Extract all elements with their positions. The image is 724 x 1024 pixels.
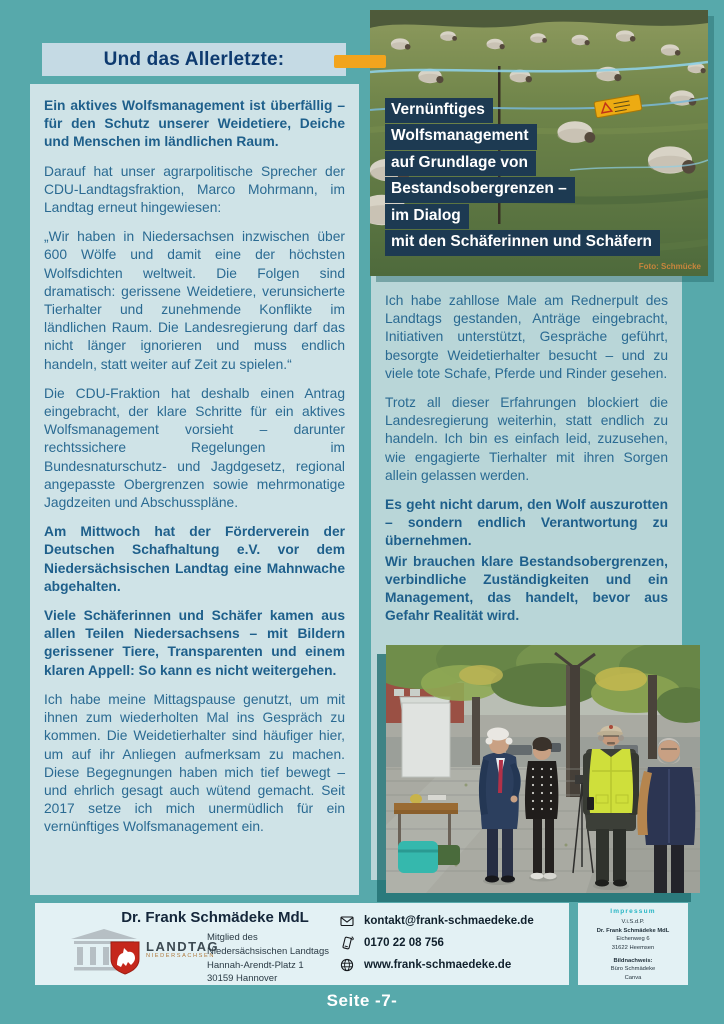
hero-line: mit den Schäferinnen und Schäfern [385, 230, 660, 255]
hero-line: auf Grundlage von [385, 151, 536, 176]
landtag-logo-text: LANDTAG [146, 938, 220, 954]
phone-row [340, 936, 534, 950]
paragraph: Ich habe meine Mittagspause genutzt, um mit ihnen zum wiederholten Mal ins Gespräch zu kommen. Die Weidetierhalter sind häufiger hier, um auf ihr Anliegen aufmerksam zu machen. Diese Begegnungen haben mich tief bewegt – und ehrlich gesagt auch wütend gemacht. Seit 2017 setze ich mich unermüdlich für ein vernünftiges Wolfsmanagement ein. [44, 691, 345, 835]
impressum-line: Büro Schmädeke [610, 966, 656, 973]
footer-contact-list [340, 914, 534, 972]
email-row [340, 914, 534, 928]
sheep-field-photo [370, 10, 708, 276]
paragraph: Wir brauchen klare Bestandsobergrenzen, verbindliche Zuständigkeiten und ein Management, das handelt, bevor aus Gefahr Realität wird. [385, 553, 668, 624]
globe-icon [340, 958, 354, 972]
paragraph: Am Mittwoch hat der Förderverein der Deutschen Schafhaltung e.V. vor dem Niedersächsischen Landtag eine Mahnwache abgehalten. [44, 524, 345, 594]
page-number: Seite -7- [326, 991, 398, 1010]
hero-line: Wolfsmanagement [385, 124, 537, 149]
street-conversation-illustration [386, 645, 700, 893]
impressum-line: V.i.S.d.P. [621, 919, 645, 925]
paragraph: Darauf hat unser agrarpolitische Sprecher der CDU-Landtagsfraktion, Marco Mohrmann, im Landtag erneut hingewiesen: [44, 163, 345, 216]
paragraph: „Wir haben in Niedersachsen inzwischen über 600 Wölfe und damit eine der höchsten Wolfsdichten weltweit. Die Folgen sind dramatisch: gerissene Weidetiere, verunsicherte Tierhalter und zunehmende Konflikte im ländlichen Raum. Die Landesregierung darf das nicht länger ignorieren und muss endlich handeln, statt weiter auf Zeit zu spielen.“ [44, 229, 345, 372]
footer-contact-box [35, 903, 569, 985]
hero-line: im Dialog [385, 204, 469, 229]
impressum-line: Canva [624, 975, 642, 982]
paragraph: Die CDU-Fraktion hat deshalb einen Antrag eingebracht, der klare Schritte für ein aktives Wolfsmanagement vorsieht – darunter rechtssichere Regelungen im Bundesnaturschutz- und Jagdgesetz, regional angepasste Obergrenzen sowie mehrmonatige Jagdzeiten und Abschusspläne. [44, 385, 345, 511]
photo-credit: Foto: Schmücke [638, 262, 701, 271]
impressum-line: 31622 Heemsen [611, 945, 655, 952]
hero-line: Bestandsobergrenzen – [385, 177, 575, 202]
website-link[interactable]: www.frank-schmaedeke.de [364, 959, 512, 971]
website-row [340, 958, 534, 972]
street-conversation-photo [386, 645, 700, 893]
paragraph: Trotz all dieser Erfahrungen blockiert die Landesregierung weiterhin, statt endlich zu handeln. Ich bin es einfach leid, zuzusehen, wie engagierte Tierhalter mit ihren Sorgen allein gelassen werden. [385, 395, 668, 483]
footer-name: Dr. Frank Schmädeke MdL [121, 909, 309, 926]
paragraph: Ein aktives Wolfsmanagement ist überfällig – für den Schutz unserer Weidetiere, Deiche und Menschen im ländlichen Raum. [44, 98, 345, 150]
address-line: Mitglied des [207, 932, 258, 943]
impressum-credits-title: Bildnachweis: [613, 957, 653, 964]
right-text-column [371, 276, 682, 636]
landtag-logo-subtext: NIEDERSACHSEN [146, 953, 215, 960]
address-line: Hannah-Arendt-Platz 1 [207, 959, 304, 971]
paragraph: Viele Schäferinnen und Schäfer kamen aus allen Teilen Niedersachsens – mit Bildern gerissener Tiere, Transparenten und einem klaren Appell: So kann es nicht weitergehen. [44, 608, 345, 678]
impressum-line: Eichenweg 6 [616, 936, 650, 943]
footer-address [207, 931, 329, 986]
orange-accent-bar [334, 55, 386, 68]
landtag-logo [65, 925, 219, 975]
address-line: 30159 Hannover [207, 973, 278, 985]
phone-icon [340, 936, 354, 950]
left-text-column [30, 84, 359, 895]
address-line: Niedersächsischen Landtags [207, 945, 329, 957]
hero-line: Vernünftiges [385, 98, 493, 123]
hero-overlay-text [385, 98, 660, 256]
impressum-title: Impressum [610, 908, 656, 915]
impressum-line: Dr. Frank Schmädeke MdL [596, 927, 670, 934]
phone-number[interactable]: 0170 22 08 756 [364, 937, 444, 949]
email-link[interactable]: kontakt@frank-schmaedeke.de [364, 915, 534, 927]
section-header [42, 43, 346, 76]
section-title: Und das Allerletzte: [103, 48, 285, 70]
landtag-building-icon [65, 925, 143, 975]
impressum-box [578, 903, 688, 985]
paragraph: Es geht nicht darum, den Wolf auszurotten – sondern endlich Verantwortung zu übernehmen. [385, 497, 668, 549]
email-icon [340, 914, 354, 928]
paragraph: Ich habe zahllose Male am Rednerpult des Landtags gestanden, Anträge eingebracht, Initiativen unterstützt, Gespräche geführt, besorgte Weidetierhalter besucht – und zu viele tote Schafe, Pferde und Rinder gesehen. [385, 293, 668, 381]
